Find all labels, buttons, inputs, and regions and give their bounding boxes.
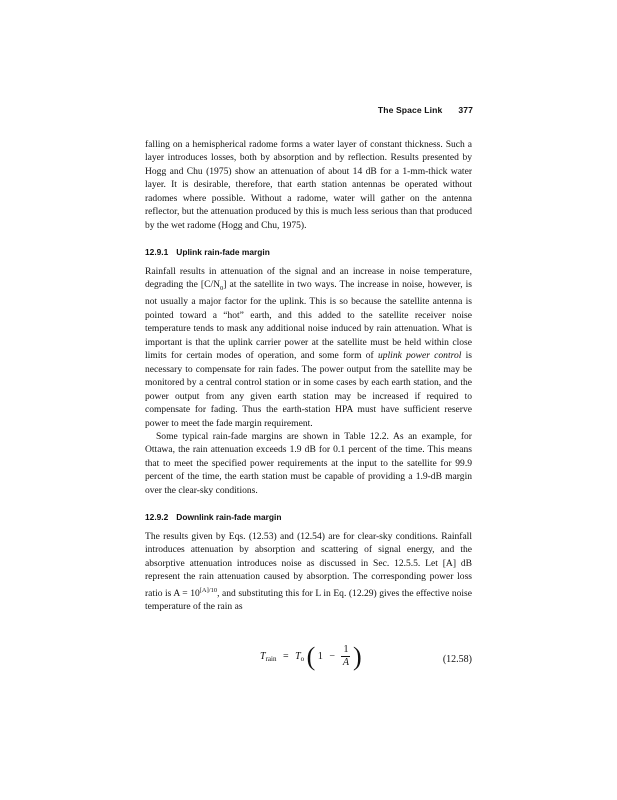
- paragraph-downlink: [145, 530, 472, 614]
- page-number: 377: [458, 105, 473, 115]
- text-run: ] at the satellite in two ways. The increase in noise, however, is not usually a major factor for the uplink. This is so because the satellite antenna is pointed toward a “hot” earth, and this added to the satellite receiver noise temperature tends to mask any additional noise induced by rain attenuation. What is important is that the uplink carrier power at the satellite must be held within close limits for certain modes of operation, and some form of: [145, 279, 472, 362]
- section-title: Downlink rain-fade margin: [176, 512, 282, 523]
- eq-symbol: T: [260, 651, 266, 662]
- section-number: 12.9.1: [145, 247, 169, 258]
- superscript: [A]/10: [199, 586, 218, 594]
- equation-block: [145, 640, 472, 678]
- eq-fraction: [341, 644, 350, 669]
- paragraph-uplink: [145, 265, 472, 430]
- eq-fraction-numerator: 1: [343, 644, 349, 656]
- running-header: [378, 105, 473, 115]
- eq-symbol: T: [295, 651, 301, 662]
- eq-fraction-denominator: A: [342, 657, 350, 669]
- subscript: 0: [220, 284, 224, 292]
- emphasis-uplink-power-control: uplink power control: [377, 350, 462, 362]
- paragraph-margins: Some typical rain-fade margins are shown in Table 12.2. As an example, for Ottawa, the rain attenuation exceeds 1.9 dB for 0.1 percent of the time. This means that to meet the specified power requirements at the input to the satellite for 99.9 percent of the time, the earth station must be capable of providing a 1.9-dB margin over the clear-sky conditions.: [145, 430, 472, 496]
- section-number: 12.9.2: [145, 512, 169, 523]
- eq-subscript: rain: [265, 655, 277, 663]
- paragraph-radome: falling on a hemispherical radome forms a water layer of constant thickness. Such a layer introduces losses, both by absorption and by reflection. Results presented by Hogg and Chu (1975) show an attenuation of about 14 dB for a 1-mm-thick water layer. It is desirable, therefore, that earth station antennas be operated without radomes where possible. Without a radome, water will gather on the antenna reflector, but the attenuation produced by this is much less serious than that produced by the wet radome (Hogg and Chu, 1975).: [145, 139, 472, 231]
- text-run: , and substituting this for L in Eq. (12.29) gives the effective noise temperature of the rain as: [145, 587, 472, 612]
- eq-subscript: o: [300, 655, 305, 663]
- equation-rain-noise-temperature: [260, 644, 362, 670]
- eq-paren-open: (: [306, 642, 316, 671]
- text-run: The results given by Eqs. (12.53) and (12.54) are for clear-sky conditions. Rainfall introduces attenuation by absorption and scattering of signal energy, and the absorptive attenuation introduces noise as discussed in Sec. 12.5.5. Let [A] dB represent the rain attenuation caused by absorption. The corresponding power loss ratio is A = 10: [145, 530, 472, 599]
- section-heading-downlink: [145, 511, 472, 524]
- running-title: The Space Link: [377, 105, 443, 115]
- eq-minus: −: [329, 651, 335, 662]
- eq-paren-close: ): [352, 642, 362, 671]
- text-run: is necessary to compensate for rain fades. The power output from the satellite may be monitored by a central control station or in some cases by each earth station, and the power output from any given earth station may be increased if required to compensate for fading. Thus the earth-station HPA must have sufficient reserve power to meet the fade margin requirement.: [145, 350, 472, 429]
- text-run: Rainfall results in attenuation of the signal and an increase in noise temperature, degrading the [C/N: [145, 265, 472, 291]
- eq-equals: =: [282, 651, 289, 662]
- body-text: [145, 138, 472, 613]
- section-heading-uplink: [145, 246, 472, 259]
- eq-one: 1: [317, 651, 323, 662]
- equation-number: (12.58): [442, 654, 472, 665]
- section-title: Uplink rain-fade margin: [176, 247, 270, 258]
